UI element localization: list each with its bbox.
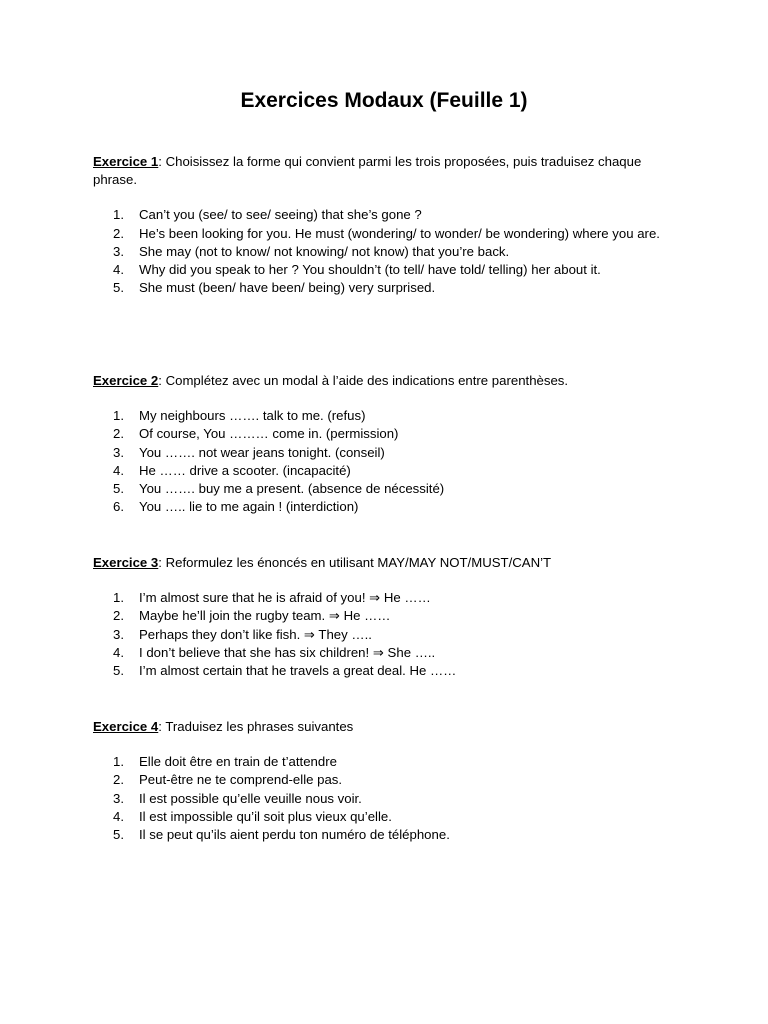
exercise-2-instruction-text: : Complétez avec un modal à l’aide des indications entre parenthèses. bbox=[158, 373, 569, 388]
list-item: 3. Il est possible qu’elle veuille nous voir. bbox=[113, 790, 362, 806]
list-item: 1. Can’t you (see/ to see/ seeing) that she’s gone ? bbox=[113, 207, 422, 223]
list-item-text: You ……. buy me a present. (absence de nécessité) bbox=[139, 481, 445, 497]
exercise-2 bbox=[93, 372, 683, 516]
exercise-2-instruction bbox=[93, 372, 683, 390]
list-item: 5. Il se peut qu’ils aient perdu ton numéro de téléphone. bbox=[113, 827, 450, 843]
list-item-text: You ……. not wear jeans tonight. (conseil) bbox=[139, 444, 385, 460]
list-item-text: Elle doit être en train de t’attendre bbox=[139, 754, 337, 770]
list-item: 4. Il est impossible qu’il soit plus vieux qu’elle. bbox=[113, 808, 392, 824]
list-item: 3. Perhaps they don’t like fish. ⇒ They ….. bbox=[113, 626, 372, 642]
list-item: 4. Why did you speak to her ? You shouldn’t (to tell/ have told/ telling) her about it. bbox=[113, 262, 601, 278]
list-item-text: Why did you speak to her ? You shouldn’t (to tell/ have told/ telling) her about it. bbox=[139, 262, 601, 278]
exercise-1-list bbox=[93, 206, 683, 297]
list-item: 2. Maybe he’ll join the rugby team. ⇒ He …… bbox=[113, 608, 391, 624]
list-item-text: Can’t you (see/ to see/ seeing) that she’s gone ? bbox=[139, 207, 422, 223]
list-item: 2. Peut-être ne te comprend-elle pas. bbox=[113, 772, 343, 788]
list-item-text: I’m almost sure that he is afraid of you! ⇒ He …… bbox=[139, 590, 431, 606]
list-item-text: I don’t believe that she has six children! ⇒ She ….. bbox=[139, 644, 436, 660]
list-item: 3. She may (not to know/ not knowing/ not know) that you’re back. bbox=[113, 243, 510, 259]
exercise-4-instruction-text: : Traduisez les phrases suivantes bbox=[158, 719, 354, 734]
list-item: 5. She must (been/ have been/ being) very surprised. bbox=[113, 280, 436, 296]
list-item: 5. You ……. buy me a present. (absence de nécessité) bbox=[113, 481, 445, 497]
exercise-3-label: Exercice 3 bbox=[93, 555, 159, 570]
list-item-text: Il est possible qu’elle veuille nous voir. bbox=[139, 790, 362, 806]
list-item-text: You ….. lie to me again ! (interdiction) bbox=[139, 499, 359, 515]
list-item: 3. You ……. not wear jeans tonight. (conseil) bbox=[113, 444, 385, 460]
list-item-text: Peut-être ne te comprend-elle pas. bbox=[139, 772, 343, 788]
exercise-3-list bbox=[93, 589, 683, 680]
list-item: 1. Elle doit être en train de t’attendre bbox=[113, 754, 337, 770]
exercise-3-instruction-text: : Reformulez les énoncés en utilisant MAY/MAY NOT/MUST/CAN’T bbox=[158, 555, 552, 570]
list-item-text: He …… drive a scooter. (incapacité) bbox=[139, 462, 351, 478]
exercise-3-instruction bbox=[93, 554, 683, 572]
list-item-text: Of course, You ……… come in. (permission) bbox=[139, 426, 399, 442]
exercise-4 bbox=[93, 718, 683, 844]
exercise-4-label: Exercice 4 bbox=[93, 719, 159, 734]
list-item: 4. He …… drive a scooter. (incapacité) bbox=[113, 462, 351, 478]
list-item: 2. He’s been looking for you. He must (wondering/ to wonder/ be wondering) where you are. bbox=[113, 225, 660, 241]
exercise-1-instruction bbox=[93, 153, 683, 189]
list-item-text: Il se peut qu’ils aient perdu ton numéro de téléphone. bbox=[139, 827, 450, 843]
exercise-2-list bbox=[93, 407, 683, 516]
exercise-4-list bbox=[93, 753, 683, 844]
list-item: 1. My neighbours ……. talk to me. (refus) bbox=[113, 408, 366, 424]
list-item: 2. Of course, You ……… come in. (permission) bbox=[113, 426, 399, 442]
list-item: 1. I’m almost sure that he is afraid of you! ⇒ He …… bbox=[113, 590, 431, 606]
list-item-text: Perhaps they don’t like fish. ⇒ They ….. bbox=[139, 626, 372, 642]
page-title: Exercices Modaux (Feuille 1) bbox=[240, 89, 528, 112]
exercise-4-instruction bbox=[93, 718, 683, 736]
list-item-text: She must (been/ have been/ being) very surprised. bbox=[139, 280, 436, 296]
list-item-text: My neighbours ……. talk to me. (refus) bbox=[139, 408, 366, 424]
exercise-1-label: Exercice 1 bbox=[93, 154, 159, 169]
exercise-2-label: Exercice 2 bbox=[93, 373, 159, 388]
list-item: 4. I don’t believe that she has six children! ⇒ She ….. bbox=[113, 644, 436, 660]
exercise-1 bbox=[93, 153, 683, 297]
exercise-3 bbox=[93, 554, 683, 680]
list-item-text: Il est impossible qu’il soit plus vieux qu’elle. bbox=[139, 808, 392, 824]
exercise-1-instruction-text: : Choisissez la forme qui convient parmi les trois proposées, puis traduisez chaque phrase. bbox=[93, 154, 642, 188]
list-item-text: He’s been looking for you. He must (wondering/ to wonder/ be wondering) where you are. bbox=[139, 225, 660, 241]
list-item-text: Maybe he’ll join the rugby team. ⇒ He …… bbox=[139, 608, 391, 624]
list-item: 5. I’m almost certain that he travels a great deal. He …… bbox=[113, 663, 457, 679]
list-item-text: I’m almost certain that he travels a great deal. He …… bbox=[139, 663, 457, 679]
list-item: 6. You ….. lie to me again ! (interdiction) bbox=[113, 499, 359, 515]
list-item-text: She may (not to know/ not knowing/ not know) that you’re back. bbox=[139, 243, 510, 259]
